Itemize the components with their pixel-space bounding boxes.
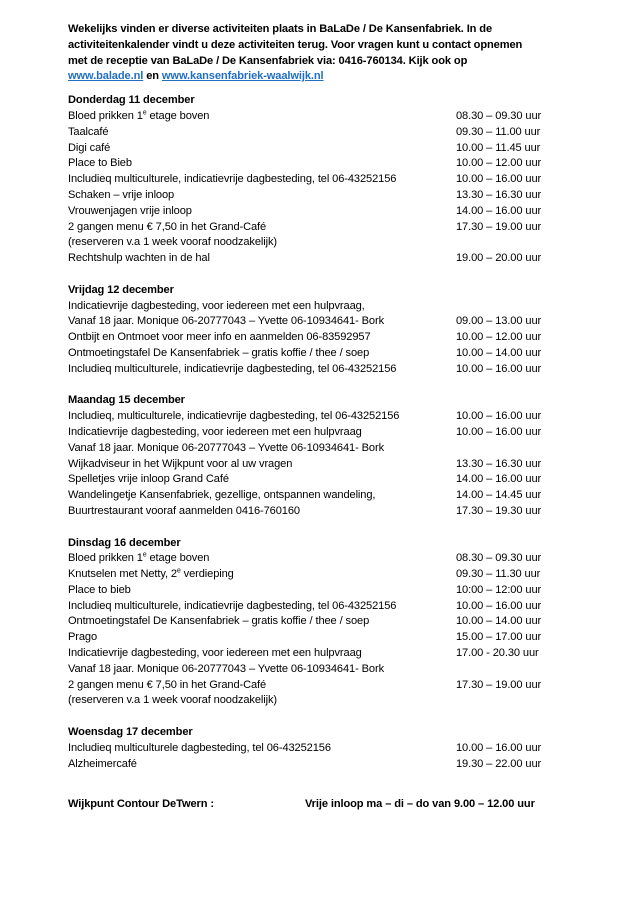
activity-time: 17.30 – 19.30 uur <box>456 504 542 517</box>
ordinal-superscript: e <box>142 109 147 117</box>
activity-list <box>68 109 580 267</box>
activity-row <box>68 156 580 172</box>
activity-time: 10.00 – 12.00 uur <box>456 157 542 170</box>
activity-label: Ontbijt en Ontmoet voor meer info en aanmelden 06-83592957 <box>68 331 371 344</box>
intro-line-1: Wekelijks vinden er diverse activiteiten plaats in BaLaDe / De Kansenfabriek. In de <box>68 23 493 35</box>
activity-row <box>68 299 580 315</box>
activity-time: 19.00 – 20.00 uur <box>456 252 542 265</box>
section-spacer <box>68 520 580 536</box>
activity-label: Wandelingetje Kansenfabriek, gezellige, ontspannen wandeling, <box>68 489 376 502</box>
activity-time: 10.00 – 16.00 uur <box>456 362 542 375</box>
activity-row <box>68 109 580 125</box>
activity-label: Includieq multiculturele dagbesteding, tel 06-43252156 <box>68 741 331 754</box>
document-content <box>68 22 580 813</box>
activity-row <box>68 693 580 709</box>
activity-row <box>68 362 580 378</box>
activity-row <box>68 330 580 346</box>
activity-row <box>68 662 580 678</box>
activity-row <box>68 441 580 457</box>
activity-label: Prago <box>68 631 98 644</box>
activity-row <box>68 235 580 251</box>
day-title: Donderdag 11 december <box>68 94 195 107</box>
activity-list <box>68 299 580 378</box>
day-section <box>68 536 580 710</box>
activity-label: 2 gangen menu € 7,50 in het Grand-Café <box>68 678 267 691</box>
activity-time: 17.30 – 19.00 uur <box>456 678 542 691</box>
activity-list <box>68 551 580 709</box>
activity-time: 09.30 – 11.00 uur <box>456 125 541 138</box>
activity-row <box>68 220 580 236</box>
activity-time: 10.00 – 12.00 uur <box>456 331 542 344</box>
activity-row <box>68 141 580 157</box>
day-sections <box>68 93 580 772</box>
footer-value: Vrije inloop ma – di – do van 9.00 – 12.00 uur <box>305 798 535 811</box>
section-spacer <box>68 267 580 283</box>
activity-label: Schaken – vrije inloop <box>68 188 175 201</box>
activity-time: 14.00 – 14.45 uur <box>456 489 542 502</box>
activity-label: (reserveren v.a 1 week vooraf noodzakelijk) <box>68 694 277 707</box>
activity-list <box>68 409 580 520</box>
activity-list <box>68 741 580 773</box>
activity-label: Includieq multiculturele, indicatievrije dagbesteding, tel 06-43252156 <box>68 362 397 375</box>
activity-time: 15.00 – 17.00 uur <box>456 631 542 644</box>
activity-label-text: Bloed prikken 1 <box>68 552 143 565</box>
activity-label-text-tail: verdieping <box>180 568 234 581</box>
day-section <box>68 93 580 267</box>
activity-row <box>68 741 580 757</box>
activity-row <box>68 425 580 441</box>
activity-label: Includieq multiculturele, indicatievrije dagbesteding, tel 06-43252156 <box>68 599 397 612</box>
activity-row <box>68 314 580 330</box>
activity-row <box>68 472 580 488</box>
activity-label: Vrouwenjagen vrije inloop <box>68 204 192 217</box>
activity-time: 17.30 – 19.00 uur <box>456 220 542 233</box>
activity-time: 08.30 – 09.30 uur <box>456 109 542 122</box>
activity-time: 10.00 – 14.00 uur <box>456 615 542 628</box>
activity-row <box>68 346 580 362</box>
activity-row <box>68 630 580 646</box>
activity-time: 19.30 – 22.00 uur <box>456 757 542 770</box>
activity-time: 08.30 – 09.30 uur <box>456 552 542 565</box>
activity-row <box>68 251 580 267</box>
activity-time: 09.30 – 11.30 uur <box>456 568 541 581</box>
activity-label: Buurtrestaurant vooraf aanmelden 0416-760160 <box>68 504 300 517</box>
activity-time: 13.30 – 16.30 uur <box>456 188 542 201</box>
activity-row <box>68 583 580 599</box>
activity-label: (reserveren v.a 1 week vooraf noodzakelijk) <box>68 236 277 249</box>
intro-paragraph <box>68 22 568 85</box>
intro-conjunction-text: en <box>146 70 159 83</box>
activity-row <box>68 457 580 473</box>
activity-row <box>68 567 580 583</box>
activity-label: Ontmoetingstafel De Kansenfabriek – gratis koffie / thee / soep <box>68 346 370 359</box>
activity-label: Place to Bieb <box>68 157 132 170</box>
activity-time: 10.00 – 11.45 uur <box>456 141 541 154</box>
footer-row <box>68 797 580 813</box>
activity-label: Vanaf 18 jaar. Monique 06-20777043 – Yvette 06-10934641- Bork <box>68 315 385 328</box>
activity-row <box>68 614 580 630</box>
activity-time: 14.00 – 16.00 uur <box>456 204 542 217</box>
activity-label: Includieq multiculturele, indicatievrije dagbesteding, tel 06-43252156 <box>68 173 397 186</box>
activity-time: 13.30 – 16.30 uur <box>456 457 542 470</box>
day-section <box>68 283 580 378</box>
activity-label: Includieq, multiculturele, indicatievrije dagbesteding, tel 06-43252156 <box>68 410 400 423</box>
footer-label: Wijkpunt Contour DeTwern : <box>68 798 214 811</box>
activity-label <box>68 567 456 583</box>
activity-time: 10.00 – 16.00 uur <box>456 410 542 423</box>
activity-row <box>68 409 580 425</box>
activity-time: 14.00 – 16.00 uur <box>456 473 542 486</box>
activity-time: 10:00 – 12:00 uur <box>456 583 542 596</box>
intro-line-3: met de receptie van BaLaDe / De Kansenfabriek via: 0416-760134. Kijk ook op <box>68 54 468 67</box>
activity-row <box>68 488 580 504</box>
activity-row <box>68 204 580 220</box>
activity-label-text-tail: etage boven <box>146 552 210 565</box>
activity-row <box>68 757 580 773</box>
activity-label-text: Knutselen met Netty, 2 <box>68 568 177 581</box>
kansenfabriek-website-link[interactable]: www.kansenfabriek-waalwijk.nl <box>161 70 324 83</box>
activity-label <box>68 551 456 567</box>
activity-time: 09.00 – 13.00 uur <box>456 315 542 328</box>
activity-row <box>68 504 580 520</box>
activity-row <box>68 125 580 141</box>
activity-row <box>68 678 580 694</box>
activity-row <box>68 188 580 204</box>
activity-label: Alzheimercafé <box>68 757 137 770</box>
activity-label: Digi café <box>68 141 111 154</box>
activity-time: 10.00 – 16.00 uur <box>456 425 542 438</box>
day-title: Woensdag 17 december <box>68 726 193 739</box>
activity-label: Wijkadviseur in het Wijkpunt voor al uw vragen <box>68 457 293 470</box>
activity-time: 10.00 – 16.00 uur <box>456 599 542 612</box>
activity-label: Taalcafé <box>68 125 109 138</box>
activity-label: Rechtshulp wachten in de hal <box>68 252 210 265</box>
activity-label: Ontmoetingstafel De Kansenfabriek – gratis koffie / thee / soep <box>68 615 370 628</box>
day-title: Maandag 15 december <box>68 394 185 407</box>
activity-label: Spelletjes vrije inloop Grand Café <box>68 473 229 486</box>
day-section <box>68 393 580 519</box>
activity-label: Indicatievrije dagbesteding, voor iedereen met een hulpvraag <box>68 647 362 660</box>
activity-label: Place to bieb <box>68 583 131 596</box>
activity-label: 2 gangen menu € 7,50 in het Grand-Café <box>68 220 267 233</box>
activity-label-text-tail: etage boven <box>146 109 210 122</box>
ordinal-superscript: e <box>176 567 181 575</box>
activity-row <box>68 599 580 615</box>
activity-row <box>68 551 580 567</box>
section-spacer <box>68 709 580 725</box>
activity-label: Vanaf 18 jaar. Monique 06-20777043 – Yvette 06-10934641- Bork <box>68 441 385 454</box>
activity-time: 10.00 – 16.00 uur <box>456 173 542 186</box>
activity-label-text: Bloed prikken 1 <box>68 109 143 122</box>
activity-time: 10.00 – 14.00 uur <box>456 346 542 359</box>
activity-row <box>68 646 580 662</box>
activity-time: 10.00 – 16.00 uur <box>456 741 542 754</box>
day-title: Vrijdag 12 december <box>68 283 174 296</box>
intro-line-2: activiteitenkalender vindt u deze activiteiten terug. Voor vragen kunt u contact opnemen <box>68 38 523 51</box>
activity-row <box>68 172 580 188</box>
activity-time: 17.00 - 20.30 uur <box>456 647 539 660</box>
activity-label: Indicatievrije dagbesteding, voor iedereen met een hulpvraag <box>68 425 362 438</box>
ordinal-superscript: e <box>142 551 147 559</box>
activity-label: Indicatievrije dagbesteding, voor iedereen met een hulpvraag, <box>68 299 365 312</box>
balade-website-link[interactable]: www.balade.nl <box>68 70 144 83</box>
activity-label <box>68 109 456 125</box>
section-spacer <box>68 378 580 394</box>
day-title: Dinsdag 16 december <box>68 536 181 549</box>
day-section <box>68 725 580 772</box>
activity-label: Vanaf 18 jaar. Monique 06-20777043 – Yvette 06-10934641- Bork <box>68 662 385 675</box>
